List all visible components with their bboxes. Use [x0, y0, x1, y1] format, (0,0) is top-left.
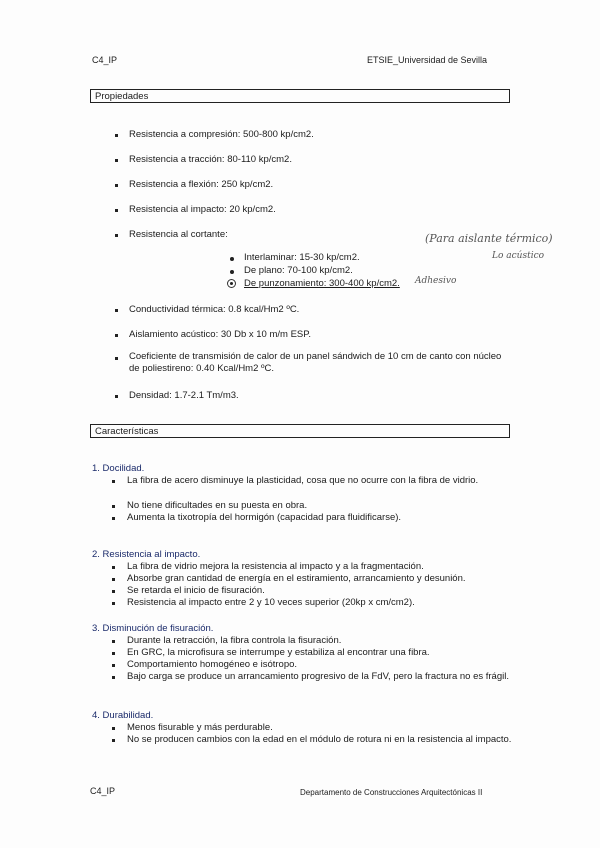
- group-item: Bajo carga se produce un arrancamiento progresivo de la FdV, pero la fractura no es frágil.: [127, 671, 509, 682]
- bullet-icon: [115, 159, 118, 162]
- group-item: Menos fisurable y más perdurable.: [127, 722, 273, 733]
- group-item: Se retarda el inicio de fisuración.: [127, 585, 265, 596]
- bullet-icon: [112, 652, 115, 655]
- bullet-icon: [112, 517, 115, 520]
- bullet-icon: [115, 395, 118, 398]
- header-institution: ETSIE_Universidad de Sevilla: [367, 55, 488, 65]
- group-heading: 2. Resistencia al impacto.: [92, 549, 201, 560]
- bullet-icon: [112, 739, 115, 742]
- group-item: No tiene dificultades en su puesta en obra.: [127, 500, 308, 511]
- group-item: Durante la retracción, la fibra controla la fisuración.: [127, 635, 342, 646]
- bullet-icon: [112, 578, 115, 581]
- group-item: No se producen cambios con la edad en el módulo de rotura ni en la resistencia al impacto.: [127, 734, 512, 745]
- bullet-icon: [115, 234, 118, 237]
- group-item: La fibra de vidrio mejora la resistencia al impacto y a la fragmentación.: [127, 561, 424, 572]
- property-item: Resistencia al impacto: 20 kp/cm2.: [129, 204, 276, 215]
- group-item: Aumenta la tixotropía del hormigón (capacidad para fluidificarse).: [127, 512, 402, 523]
- cortante-subitem: De plano: 70-100 kp/cm2.: [244, 265, 353, 276]
- group-heading: 4. Durabilidad.: [92, 710, 154, 721]
- bullet-icon: [112, 480, 115, 483]
- property-item: Resistencia a flexión: 250 kp/cm2.: [129, 179, 274, 190]
- bullet-icon: [115, 309, 118, 312]
- sub-bullet-icon: [230, 257, 234, 261]
- circled-bullet-icon: [227, 279, 236, 288]
- footer-department: Departamento de Construcciones Arquitectónicas II: [300, 788, 483, 797]
- bullet-icon: [112, 505, 115, 508]
- bullet-icon: [112, 566, 115, 569]
- property-item: Aislamiento acústico: 30 Db x 10 m/m ESP.: [129, 329, 311, 340]
- group-item: Comportamiento homogéneo e isótropo.: [127, 659, 298, 670]
- section-title-caracteristicas: Características: [90, 424, 510, 438]
- group-item: Resistencia al impacto entre 2 y 10 veces superior (20kp x cm/cm2).: [127, 597, 415, 608]
- header-code: C4_IP: [92, 55, 118, 65]
- handwritten-note: (Para aislante térmico): [425, 232, 553, 245]
- bullet-icon: [115, 209, 118, 212]
- property-item: Resistencia a tracción: 80-110 kp/cm2.: [129, 154, 292, 165]
- group-heading: 3. Disminución de fisuración.: [92, 623, 214, 634]
- property-item: Conductividad térmica: 0.8 kcal/Hm2 ºC.: [129, 304, 300, 315]
- bullet-icon: [115, 184, 118, 187]
- bullet-icon: [115, 334, 118, 337]
- group-item: Absorbe gran cantidad de energía en el estiramiento, arrancamiento y desunión.: [127, 573, 466, 584]
- group-item: La fibra de acero disminuye la plasticidad, cosa que no ocurre con la fibra de vidrio.: [127, 475, 479, 486]
- property-item: Coeficiente de transmisión de calor de un panel sándwich de 10 cm de canto con núcleo de poliestireno: 0.40 Kcal/Hm2 ºC.: [129, 351, 502, 374]
- cortante-subitem: De punzonamiento: 300-400 kp/cm2.: [244, 278, 400, 289]
- group-heading: 1. Docilidad.: [92, 463, 145, 474]
- sub-bullet-icon: [230, 270, 234, 274]
- bullet-icon: [112, 590, 115, 593]
- bullet-icon: [112, 640, 115, 643]
- bullet-icon: [112, 727, 115, 730]
- bullet-icon: [112, 602, 115, 605]
- property-item-cortante: Resistencia al cortante:: [129, 229, 228, 240]
- group-item: En GRC, la microfisura se interrumpe y estabiliza al encontrar una fibra.: [127, 647, 430, 658]
- section-title-propiedades: Propiedades: [90, 89, 510, 103]
- cortante-subitem: Interlaminar: 15-30 kp/cm2.: [244, 252, 360, 263]
- bullet-icon: [115, 357, 118, 360]
- handwritten-note: Lo acústico: [492, 251, 545, 261]
- handwritten-note: Adhesivo: [415, 276, 457, 286]
- bullet-icon: [112, 664, 115, 667]
- footer-code: C4_IP: [90, 786, 116, 796]
- property-item: Densidad: 1.7-2.1 Tm/m3.: [129, 390, 239, 401]
- bullet-icon: [112, 676, 115, 679]
- property-item: Resistencia a compresión: 500-800 kp/cm2.: [129, 129, 314, 140]
- bullet-icon: [115, 134, 118, 137]
